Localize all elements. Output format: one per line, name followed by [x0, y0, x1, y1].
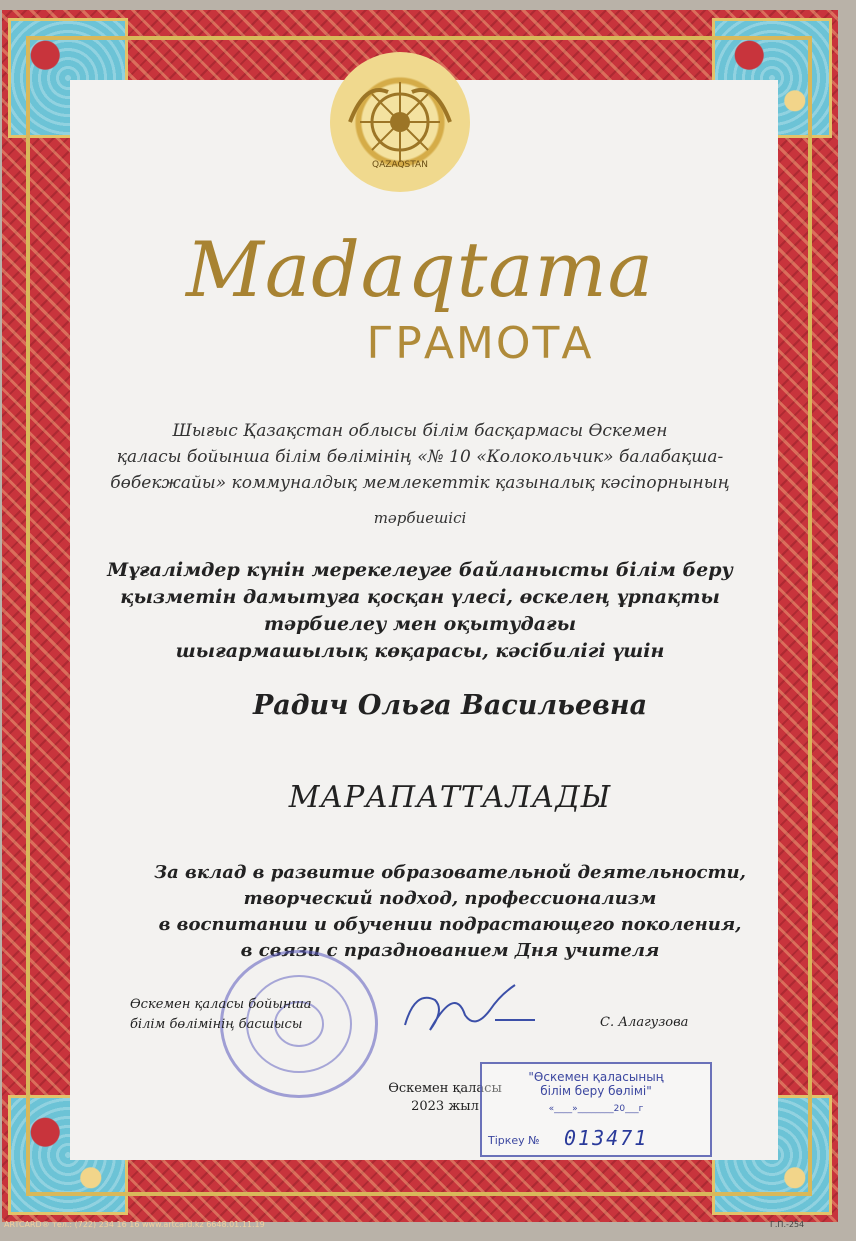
title-madaqtama: Madaqtama	[186, 225, 654, 314]
reason-kz-line: тәрбиелеу мен оқытудағы	[263, 613, 577, 635]
reason-kz-line: шығармашылық көқарасы, кәсібилігі үшін	[175, 640, 665, 662]
awarded-heading: МАРАПАТТАЛАДЫ	[288, 780, 612, 815]
stamp-reg-number: 013471	[564, 1126, 649, 1150]
reason-russian	[100, 860, 800, 964]
recipient-name: Радич Ольга Васильевна	[252, 690, 648, 721]
place-city: Өскемен қаласы	[388, 1081, 502, 1096]
form-code: Г.П.-254	[770, 1220, 805, 1229]
stamp-line: "Өскемен қаласының	[528, 1070, 664, 1084]
reason-kz-line: Мұғалімдер күнін мерекелеуге байланысты білім беру	[107, 559, 733, 581]
stamp-date-line: «____»________20___г	[548, 1104, 644, 1114]
organization-line: бөбекжайы» коммуналдық мемлекеттік қазыналық кәсіпорнының	[110, 473, 730, 493]
organization-text	[110, 418, 730, 496]
signatory-title-line: білім бөлімінің басшысы	[130, 1017, 303, 1032]
organization-line: Шығыс Қазақстан облысы білім басқармасы Өскемен	[172, 421, 668, 441]
registration-stamp	[480, 1062, 712, 1157]
emblem-caption: QAZAQSTAN	[372, 160, 428, 170]
title-gramota: ГРАМОТА	[366, 318, 594, 369]
reason-ru-line: в связи с празднованием Дня учителя	[240, 940, 660, 961]
signatory-title	[130, 995, 350, 1035]
stamp-line: білім беру бөлімі"	[540, 1084, 652, 1098]
stamp-reg-label: Тіркеу №	[488, 1134, 540, 1147]
emblem-graphic	[330, 52, 470, 192]
place-year: 2023 жыл	[411, 1099, 479, 1114]
state-emblem	[330, 52, 470, 192]
signatory-title-line: Өскемен қаласы бойынша	[130, 997, 312, 1012]
handwritten-signature	[395, 975, 545, 1045]
position-text: тәрбиешісі	[373, 509, 467, 527]
reason-kz-line: қызметін дамытуға қосқан үлесі, өскелең ұрпақты	[120, 586, 720, 608]
reason-ru-line: в воспитании и обучении подрастающего поколения,	[158, 914, 742, 935]
organization-line: қаласы бойынша білім бөлімінің «№ 10 «Колокольчик» балабақша-	[116, 447, 724, 467]
reason-kazakh	[100, 557, 740, 665]
printer-imprint: ARTCARD® тел.: (722) 234 16 16 www.artcard.kz 6648.01.11.19	[4, 1220, 265, 1229]
signatory-name: С. Алагузова	[600, 1015, 689, 1030]
reason-ru-line: За вклад в развитие образовательной деятельности,	[154, 862, 746, 883]
reason-ru-line: творческий подход, профессионализм	[243, 888, 657, 909]
